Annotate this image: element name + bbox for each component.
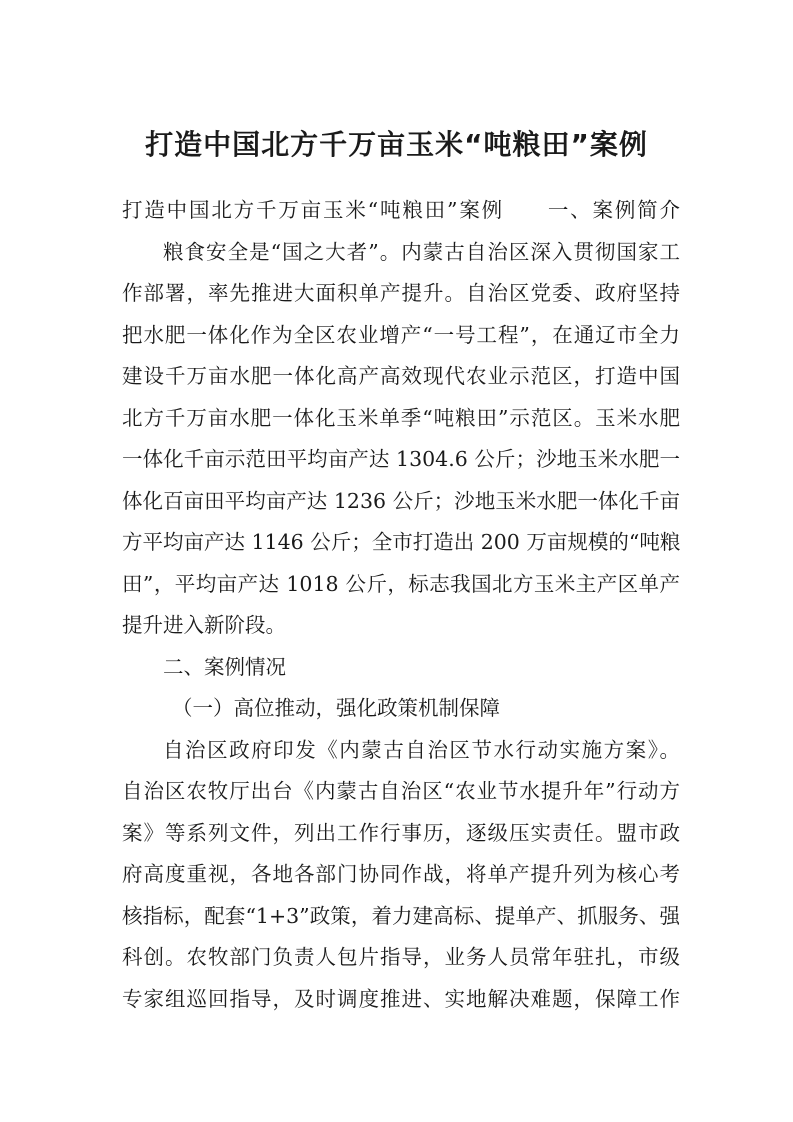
paragraph-line: 自治区农牧厅出台《内蒙古自治区“农业节水提升年”行动方 <box>122 779 680 803</box>
paragraph-line: 自治区政府印发《内蒙古自治区节水行动实施方案》。 <box>163 737 680 762</box>
intro-line <box>122 190 680 232</box>
section-heading-situation: 二、案例情况 <box>163 654 286 679</box>
paragraph-line: 专家组巡回指导，及时调度推进、实地解决难题，保障工作 <box>122 986 680 1011</box>
paragraph-line: 田”，平均亩产达 1018 公斤，标志我国北方玉米主产区单产 <box>122 571 680 596</box>
subsection-heading: （一）高位推动，强化政策机制保障 <box>172 696 500 720</box>
document-title: 打造中国北方千万亩玉米“吨粮田”案例 <box>145 128 648 161</box>
paragraph-line: 北方千万亩水肥一体化玉米单季“吨粮田”示范区。玉米水肥 <box>122 405 680 430</box>
paragraph-line: 方平均亩产达 1146 公斤；全市打造出 200 万亩规模的“吨粮 <box>122 530 680 554</box>
paragraph-line: 把水肥一体化作为全区农业增产“一号工程”，在通辽市全力 <box>122 322 680 347</box>
section-heading-intro: 一、案例简介 <box>545 198 680 222</box>
paragraph-line: 粮食安全是“国之大者”。内蒙古自治区深入贯彻国家工 <box>163 239 680 264</box>
paragraph-line: 案》等系列文件，列出工作行事历，逐级压实责任。盟市政 <box>122 820 680 845</box>
paragraph-line: 一体化千亩示范田平均亩产达 1304.6 公斤；沙地玉米水肥一 <box>122 447 680 471</box>
paragraph-line: 提升进入新阶段。 <box>122 613 286 637</box>
paragraph-line: 核指标，配套“1+3”政策，着力建高标、提单产、抓服务、强 <box>122 903 680 928</box>
paragraph-line: 体化百亩田平均亩产达 1236 公斤；沙地玉米水肥一体化千亩 <box>122 488 680 513</box>
document-body <box>122 190 680 1020</box>
paragraph-line: 建设千万亩水肥一体化高产高效现代农业示范区，打造中国 <box>122 364 680 388</box>
running-title: 打造中国北方千万亩玉米“吨粮田”案例 <box>122 198 504 222</box>
paragraph-line: 科创。农牧部门负责人包片指导，业务人员常年驻扎，市级 <box>122 945 680 969</box>
paragraph-line: 府高度重视，各地各部门协同作战，将单产提升列为核心考 <box>122 862 680 886</box>
paragraph-line: 作部署，率先推进大面积单产提升。自治区党委、政府坚持 <box>122 281 680 305</box>
